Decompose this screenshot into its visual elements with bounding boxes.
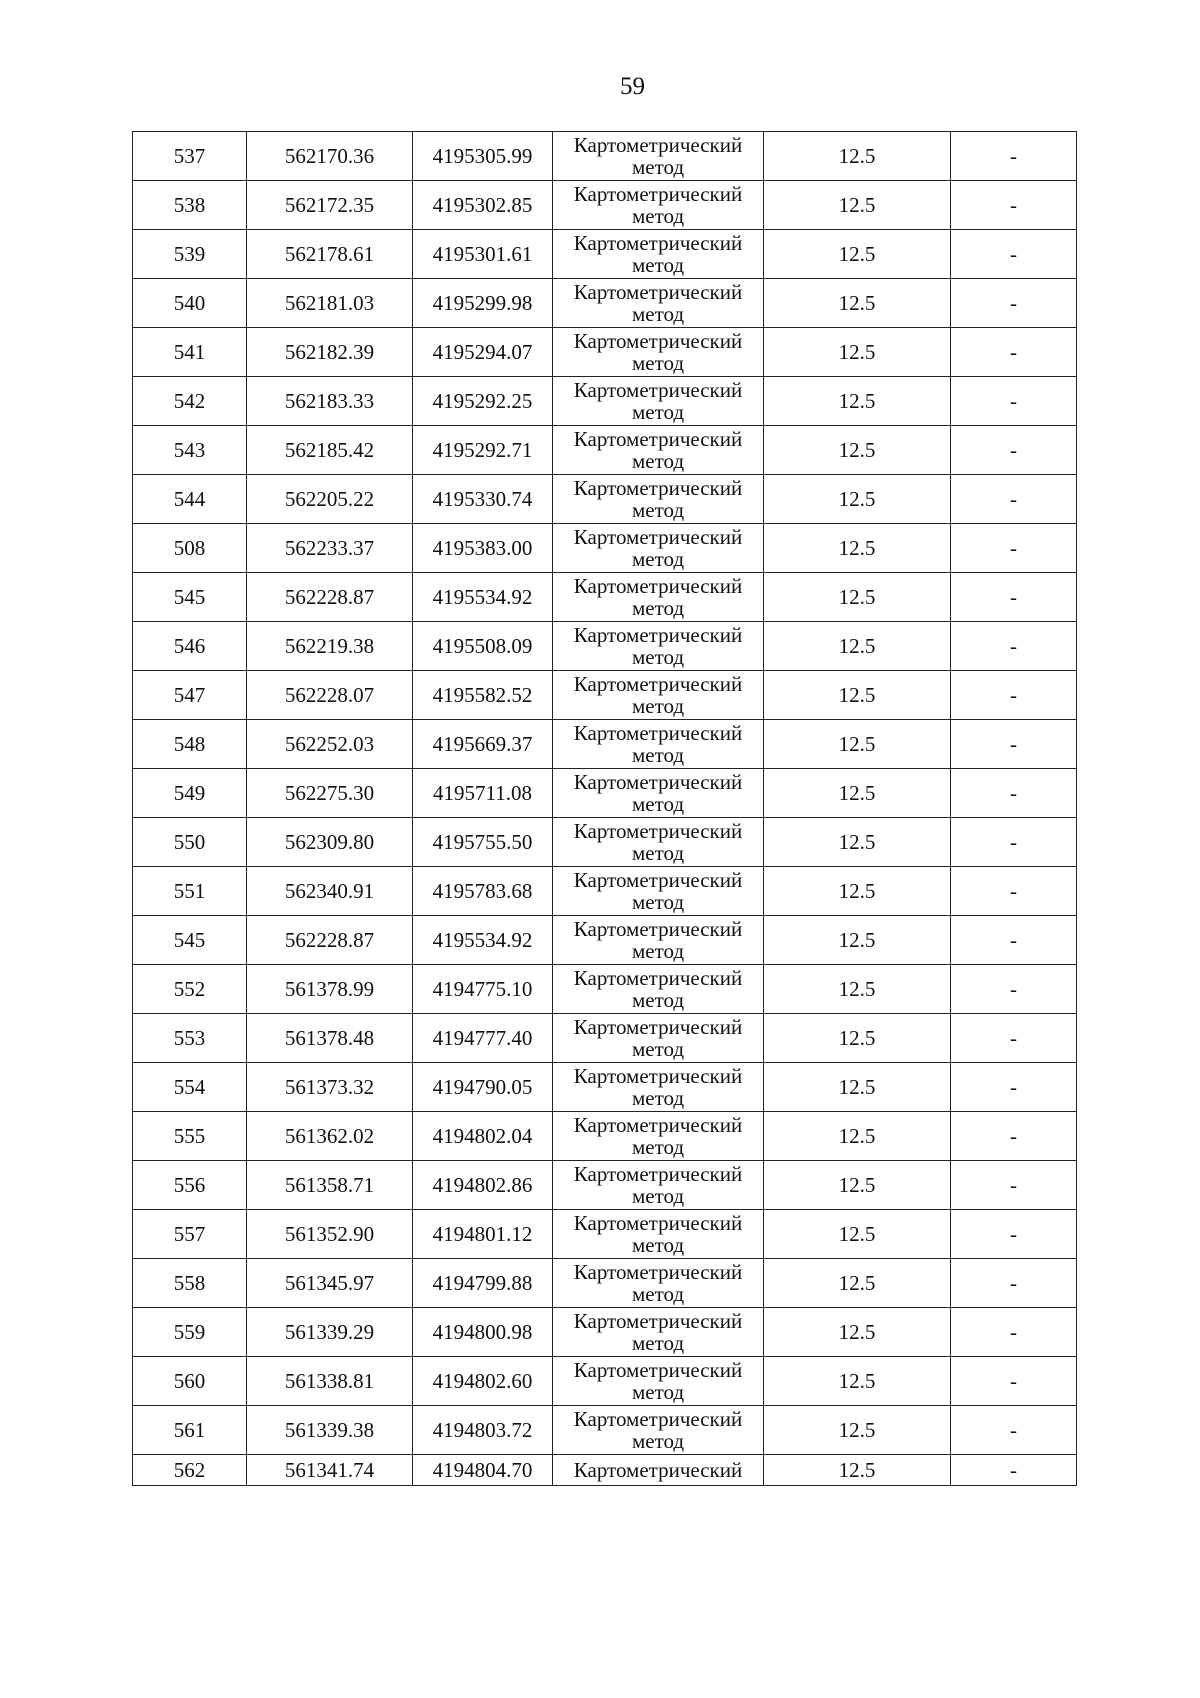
note-cell: -	[951, 181, 1077, 230]
method-cell	[553, 867, 764, 916]
x-coordinate-cell: 562170.36	[247, 132, 413, 181]
method-text: Картометрический	[573, 1458, 743, 1482]
accuracy-cell: 12.5	[764, 279, 951, 328]
method-text: метод	[631, 1429, 685, 1453]
method-cell	[553, 1259, 764, 1308]
accuracy-cell: 12.5	[764, 230, 951, 279]
method-cell	[553, 769, 764, 818]
table-row	[133, 916, 1077, 965]
table-row	[133, 671, 1077, 720]
table-row	[133, 230, 1077, 279]
method-cell	[553, 622, 764, 671]
method-text: Картометрический	[573, 721, 743, 745]
y-coordinate-cell: 4194777.40	[413, 1014, 553, 1063]
y-coordinate-cell: 4195669.37	[413, 720, 553, 769]
x-coordinate-cell: 562228.87	[247, 916, 413, 965]
y-coordinate-cell: 4194799.88	[413, 1259, 553, 1308]
y-coordinate-cell: 4195755.50	[413, 818, 553, 867]
method-text: Картометрический	[573, 819, 743, 843]
point-number-cell: 558	[133, 1259, 247, 1308]
accuracy-cell: 12.5	[764, 1455, 951, 1486]
note-cell: -	[951, 965, 1077, 1014]
table-row	[133, 1406, 1077, 1455]
method-text: Картометрический	[573, 1260, 743, 1284]
accuracy-cell: 12.5	[764, 1014, 951, 1063]
point-number-cell: 560	[133, 1357, 247, 1406]
method-cell	[553, 1455, 764, 1486]
point-number-cell: 553	[133, 1014, 247, 1063]
accuracy-cell: 12.5	[764, 965, 951, 1014]
y-coordinate-cell: 4195302.85	[413, 181, 553, 230]
table-body	[133, 132, 1077, 1486]
method-cell	[553, 1161, 764, 1210]
note-cell: -	[951, 1455, 1077, 1486]
table-row	[133, 1063, 1077, 1112]
table-row	[133, 867, 1077, 916]
point-number-cell: 543	[133, 426, 247, 475]
method-text: Картометрический	[573, 1358, 743, 1382]
x-coordinate-cell: 562228.07	[247, 671, 413, 720]
y-coordinate-cell: 4195582.52	[413, 671, 553, 720]
x-coordinate-cell: 561373.32	[247, 1063, 413, 1112]
method-text: Картометрический	[573, 672, 743, 696]
table-row	[133, 1308, 1077, 1357]
point-number-cell: 538	[133, 181, 247, 230]
method-text: метод	[631, 1282, 685, 1306]
x-coordinate-cell: 561338.81	[247, 1357, 413, 1406]
x-coordinate-cell: 561339.38	[247, 1406, 413, 1455]
note-cell: -	[951, 622, 1077, 671]
method-cell	[553, 279, 764, 328]
method-text: метод	[631, 253, 685, 277]
table-row	[133, 1161, 1077, 1210]
method-text: Картометрический	[573, 917, 743, 941]
note-cell: -	[951, 426, 1077, 475]
method-text: метод	[631, 498, 685, 522]
method-text: Картометрический	[573, 525, 743, 549]
accuracy-cell: 12.5	[764, 769, 951, 818]
point-number-cell: 537	[133, 132, 247, 181]
method-text: метод	[631, 596, 685, 620]
method-cell	[553, 475, 764, 524]
x-coordinate-cell: 562219.38	[247, 622, 413, 671]
method-text: Картометрический	[573, 1113, 743, 1137]
y-coordinate-cell: 4195534.92	[413, 573, 553, 622]
note-cell: -	[951, 1210, 1077, 1259]
point-number-cell: 555	[133, 1112, 247, 1161]
x-coordinate-cell: 562182.39	[247, 328, 413, 377]
point-number-cell: 559	[133, 1308, 247, 1357]
note-cell: -	[951, 475, 1077, 524]
method-text: метод	[631, 841, 685, 865]
method-text: метод	[631, 155, 685, 179]
method-text: метод	[631, 400, 685, 424]
method-cell	[553, 524, 764, 573]
point-number-cell: 561	[133, 1406, 247, 1455]
x-coordinate-cell: 562185.42	[247, 426, 413, 475]
accuracy-cell: 12.5	[764, 1063, 951, 1112]
y-coordinate-cell: 4194790.05	[413, 1063, 553, 1112]
x-coordinate-cell: 561358.71	[247, 1161, 413, 1210]
accuracy-cell: 12.5	[764, 573, 951, 622]
method-text: Картометрический	[573, 966, 743, 990]
method-text: метод	[631, 988, 685, 1012]
accuracy-cell: 12.5	[764, 1259, 951, 1308]
x-coordinate-cell: 562172.35	[247, 181, 413, 230]
method-cell	[553, 377, 764, 426]
accuracy-cell: 12.5	[764, 524, 951, 573]
accuracy-cell: 12.5	[764, 867, 951, 916]
y-coordinate-cell: 4195292.25	[413, 377, 553, 426]
y-coordinate-cell: 4194775.10	[413, 965, 553, 1014]
method-cell	[553, 1014, 764, 1063]
method-text: Картометрический	[573, 1407, 743, 1431]
note-cell: -	[951, 1014, 1077, 1063]
method-cell	[553, 671, 764, 720]
method-cell	[553, 916, 764, 965]
accuracy-cell: 12.5	[764, 1161, 951, 1210]
table-row	[133, 279, 1077, 328]
method-cell	[553, 965, 764, 1014]
note-cell: -	[951, 132, 1077, 181]
table-row	[133, 426, 1077, 475]
y-coordinate-cell: 4194801.12	[413, 1210, 553, 1259]
y-coordinate-cell: 4195301.61	[413, 230, 553, 279]
accuracy-cell: 12.5	[764, 1210, 951, 1259]
table-row	[133, 1112, 1077, 1161]
note-cell: -	[951, 720, 1077, 769]
x-coordinate-cell: 562228.87	[247, 573, 413, 622]
y-coordinate-cell: 4195292.71	[413, 426, 553, 475]
method-text: Картометрический	[573, 1162, 743, 1186]
y-coordinate-cell: 4194800.98	[413, 1308, 553, 1357]
note-cell: -	[951, 1308, 1077, 1357]
x-coordinate-cell: 562181.03	[247, 279, 413, 328]
method-text: Картометрический	[573, 329, 743, 353]
y-coordinate-cell: 4194802.04	[413, 1112, 553, 1161]
y-coordinate-cell: 4195294.07	[413, 328, 553, 377]
method-text: метод	[631, 939, 685, 963]
method-text: метод	[631, 1135, 685, 1159]
accuracy-cell: 12.5	[764, 818, 951, 867]
y-coordinate-cell: 4194803.72	[413, 1406, 553, 1455]
note-cell: -	[951, 867, 1077, 916]
point-number-cell: 542	[133, 377, 247, 426]
method-cell	[553, 573, 764, 622]
method-text: метод	[631, 645, 685, 669]
note-cell: -	[951, 916, 1077, 965]
note-cell: -	[951, 1112, 1077, 1161]
point-number-cell: 552	[133, 965, 247, 1014]
point-number-cell: 545	[133, 573, 247, 622]
accuracy-cell: 12.5	[764, 181, 951, 230]
table-row	[133, 377, 1077, 426]
method-text: метод	[631, 792, 685, 816]
x-coordinate-cell: 561341.74	[247, 1455, 413, 1486]
table-row	[133, 475, 1077, 524]
method-cell	[553, 1063, 764, 1112]
point-number-cell: 546	[133, 622, 247, 671]
method-text: метод	[631, 302, 685, 326]
accuracy-cell: 12.5	[764, 720, 951, 769]
note-cell: -	[951, 671, 1077, 720]
accuracy-cell: 12.5	[764, 377, 951, 426]
table-row	[133, 132, 1077, 181]
x-coordinate-cell: 562233.37	[247, 524, 413, 573]
method-text: Картометрический	[573, 231, 743, 255]
method-text: Картометрический	[573, 868, 743, 892]
method-text: Картометрический	[573, 1015, 743, 1039]
accuracy-cell: 12.5	[764, 916, 951, 965]
method-text: Картометрический	[573, 1309, 743, 1333]
method-cell	[553, 132, 764, 181]
method-text: метод	[631, 743, 685, 767]
table-row	[133, 622, 1077, 671]
note-cell: -	[951, 230, 1077, 279]
method-text: метод	[631, 1037, 685, 1061]
table-row	[133, 1455, 1077, 1486]
note-cell: -	[951, 377, 1077, 426]
method-cell	[553, 720, 764, 769]
x-coordinate-cell: 562340.91	[247, 867, 413, 916]
method-text: Картометрический	[573, 623, 743, 647]
method-text: Картометрический	[573, 280, 743, 304]
point-number-cell: 541	[133, 328, 247, 377]
method-cell	[553, 181, 764, 230]
method-text: метод	[631, 547, 685, 571]
y-coordinate-cell: 4195330.74	[413, 475, 553, 524]
point-number-cell: 540	[133, 279, 247, 328]
method-cell	[553, 426, 764, 475]
method-text: метод	[631, 449, 685, 473]
point-number-cell: 557	[133, 1210, 247, 1259]
x-coordinate-cell: 562178.61	[247, 230, 413, 279]
note-cell: -	[951, 573, 1077, 622]
x-coordinate-cell: 561378.48	[247, 1014, 413, 1063]
accuracy-cell: 12.5	[764, 1112, 951, 1161]
note-cell: -	[951, 524, 1077, 573]
note-cell: -	[951, 1406, 1077, 1455]
y-coordinate-cell: 4195383.00	[413, 524, 553, 573]
note-cell: -	[951, 328, 1077, 377]
table-row	[133, 181, 1077, 230]
method-text: метод	[631, 694, 685, 718]
table-row	[133, 965, 1077, 1014]
note-cell: -	[951, 1063, 1077, 1112]
point-number-cell: 550	[133, 818, 247, 867]
method-text: Картометрический	[573, 476, 743, 500]
accuracy-cell: 12.5	[764, 1357, 951, 1406]
x-coordinate-cell: 562183.33	[247, 377, 413, 426]
point-number-cell: 554	[133, 1063, 247, 1112]
point-number-cell: 547	[133, 671, 247, 720]
y-coordinate-cell: 4194802.60	[413, 1357, 553, 1406]
point-number-cell: 544	[133, 475, 247, 524]
point-number-cell: 539	[133, 230, 247, 279]
x-coordinate-cell: 561362.02	[247, 1112, 413, 1161]
method-cell	[553, 818, 764, 867]
y-coordinate-cell: 4195508.09	[413, 622, 553, 671]
note-cell: -	[951, 279, 1077, 328]
method-cell	[553, 1210, 764, 1259]
y-coordinate-cell: 4194802.86	[413, 1161, 553, 1210]
method-cell	[553, 230, 764, 279]
x-coordinate-cell: 562252.03	[247, 720, 413, 769]
table-row	[133, 769, 1077, 818]
note-cell: -	[951, 1161, 1077, 1210]
note-cell: -	[951, 1357, 1077, 1406]
method-text: Картометрический	[573, 378, 743, 402]
table-row	[133, 524, 1077, 573]
y-coordinate-cell: 4194804.70	[413, 1455, 553, 1486]
point-number-cell: 551	[133, 867, 247, 916]
note-cell: -	[951, 818, 1077, 867]
accuracy-cell: 12.5	[764, 475, 951, 524]
method-cell	[553, 1112, 764, 1161]
point-number-cell: 508	[133, 524, 247, 573]
point-number-cell: 562	[133, 1455, 247, 1486]
table-row	[133, 573, 1077, 622]
point-number-cell: 556	[133, 1161, 247, 1210]
method-text: Картометрический	[573, 770, 743, 794]
method-text: Картометрический	[573, 182, 743, 206]
page-number: 59	[620, 73, 645, 100]
method-text: метод	[631, 1380, 685, 1404]
note-cell: -	[951, 769, 1077, 818]
method-text: метод	[631, 1184, 685, 1208]
method-text: метод	[631, 1233, 685, 1257]
accuracy-cell: 12.5	[764, 1308, 951, 1357]
method-cell	[553, 1357, 764, 1406]
accuracy-cell: 12.5	[764, 671, 951, 720]
accuracy-cell: 12.5	[764, 328, 951, 377]
x-coordinate-cell: 561378.99	[247, 965, 413, 1014]
y-coordinate-cell: 4195299.98	[413, 279, 553, 328]
table-row	[133, 818, 1077, 867]
accuracy-cell: 12.5	[764, 1406, 951, 1455]
point-number-cell: 548	[133, 720, 247, 769]
method-text: Картометрический	[573, 133, 743, 157]
method-text: Картометрический	[573, 427, 743, 451]
point-number-cell: 545	[133, 916, 247, 965]
method-text: Картометрический	[573, 1064, 743, 1088]
y-coordinate-cell: 4195305.99	[413, 132, 553, 181]
method-cell	[553, 328, 764, 377]
method-text: метод	[631, 1086, 685, 1110]
x-coordinate-cell: 562205.22	[247, 475, 413, 524]
method-cell	[553, 1308, 764, 1357]
table-row	[133, 1210, 1077, 1259]
x-coordinate-cell: 561352.90	[247, 1210, 413, 1259]
note-cell: -	[951, 1259, 1077, 1308]
method-cell	[553, 1406, 764, 1455]
y-coordinate-cell: 4195534.92	[413, 916, 553, 965]
method-text: метод	[631, 890, 685, 914]
accuracy-cell: 12.5	[764, 132, 951, 181]
x-coordinate-cell: 562275.30	[247, 769, 413, 818]
table-row	[133, 1259, 1077, 1308]
table-row	[133, 720, 1077, 769]
x-coordinate-cell: 562309.80	[247, 818, 413, 867]
table-row	[133, 1357, 1077, 1406]
x-coordinate-cell: 561345.97	[247, 1259, 413, 1308]
accuracy-cell: 12.5	[764, 622, 951, 671]
x-coordinate-cell: 561339.29	[247, 1308, 413, 1357]
y-coordinate-cell: 4195711.08	[413, 769, 553, 818]
coordinates-table	[132, 131, 1077, 1486]
accuracy-cell: 12.5	[764, 426, 951, 475]
point-number-cell: 549	[133, 769, 247, 818]
table-row	[133, 1014, 1077, 1063]
method-text: метод	[631, 351, 685, 375]
method-text: метод	[631, 204, 685, 228]
table-row	[133, 328, 1077, 377]
method-text: метод	[631, 1331, 685, 1355]
y-coordinate-cell: 4195783.68	[413, 867, 553, 916]
method-text: Картометрический	[573, 574, 743, 598]
method-text: Картометрический	[573, 1211, 743, 1235]
